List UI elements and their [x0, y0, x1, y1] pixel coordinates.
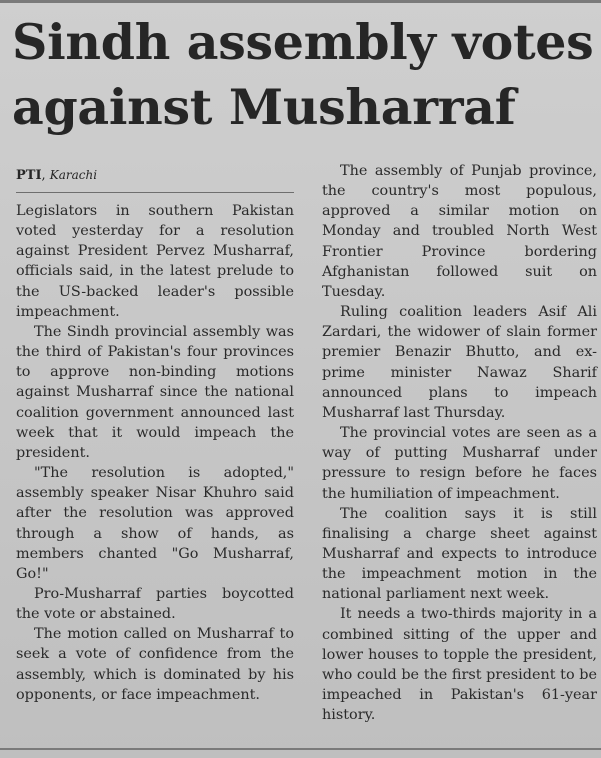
paragraph: Ruling coalition leaders Asif Ali Zardari, the widower of slain former premier Benazir Bhutto, and ex-prime minister Nawaz Sharif announced plans to impeach Musharraf last Thursday.: [322, 304, 597, 421]
right-column: [322, 161, 597, 725]
paragraph: The provincial votes are seen as a way of putting Musharraf under pressure to resign before he faces the humiliation of impeachment.: [322, 425, 597, 502]
byline-rule: [16, 192, 294, 193]
top-rule: [0, 0, 601, 3]
paragraph: The assembly of Punjab province, the country's most populous, approved a similar motion on Monday and troubled North West Frontier Province bordering Afghanistan followed suit on Tuesday.: [322, 163, 597, 300]
left-column: [16, 201, 294, 705]
byline-agency: PTI: [16, 168, 42, 183]
bottom-rule: [0, 748, 601, 750]
paragraph: The Sindh provincial assembly was the third of Pakistan's four provinces to approve non-binding motions against Musharraf since the national coalition government announced last week that it would impeach the president.: [16, 323, 294, 461]
paragraph: The motion called on Musharraf to seek a vote of confidence from the assembly, which is dominated by his opponents, or face impeachment.: [16, 626, 294, 703]
paragraph: Pro-Musharraf parties boycotted the vote or abstained.: [16, 585, 294, 623]
byline: PTI, Karachi: [16, 168, 98, 183]
headline-line-1: Sindh assembly votes: [12, 13, 594, 71]
headline: [12, 10, 597, 140]
byline-location: Karachi: [49, 168, 98, 182]
paragraph: It needs a two-thirds majority in a combined sitting of the upper and lower houses to topple the president, who could be the first president to be impeached in Pakistan's 61-year history.: [322, 606, 597, 724]
headline-line-2: against Musharraf: [12, 78, 516, 136]
paragraph: Legislators in southern Pakistan voted yesterday for a resolution against President Pervez Musharraf, officials said, in the latest prelude to the US-backed leader's possible impeachment.: [16, 203, 294, 320]
paragraph: "The resolution is adopted," assembly speaker Nisar Khuhro said after the resolution was approved through a show of hands, as members chanted "Go Musharraf, Go!": [16, 465, 294, 582]
paragraph: The coalition says it is still finalising a charge sheet against Musharraf and expects to introduce the impeachment motion in the national parliament next week.: [322, 505, 597, 603]
